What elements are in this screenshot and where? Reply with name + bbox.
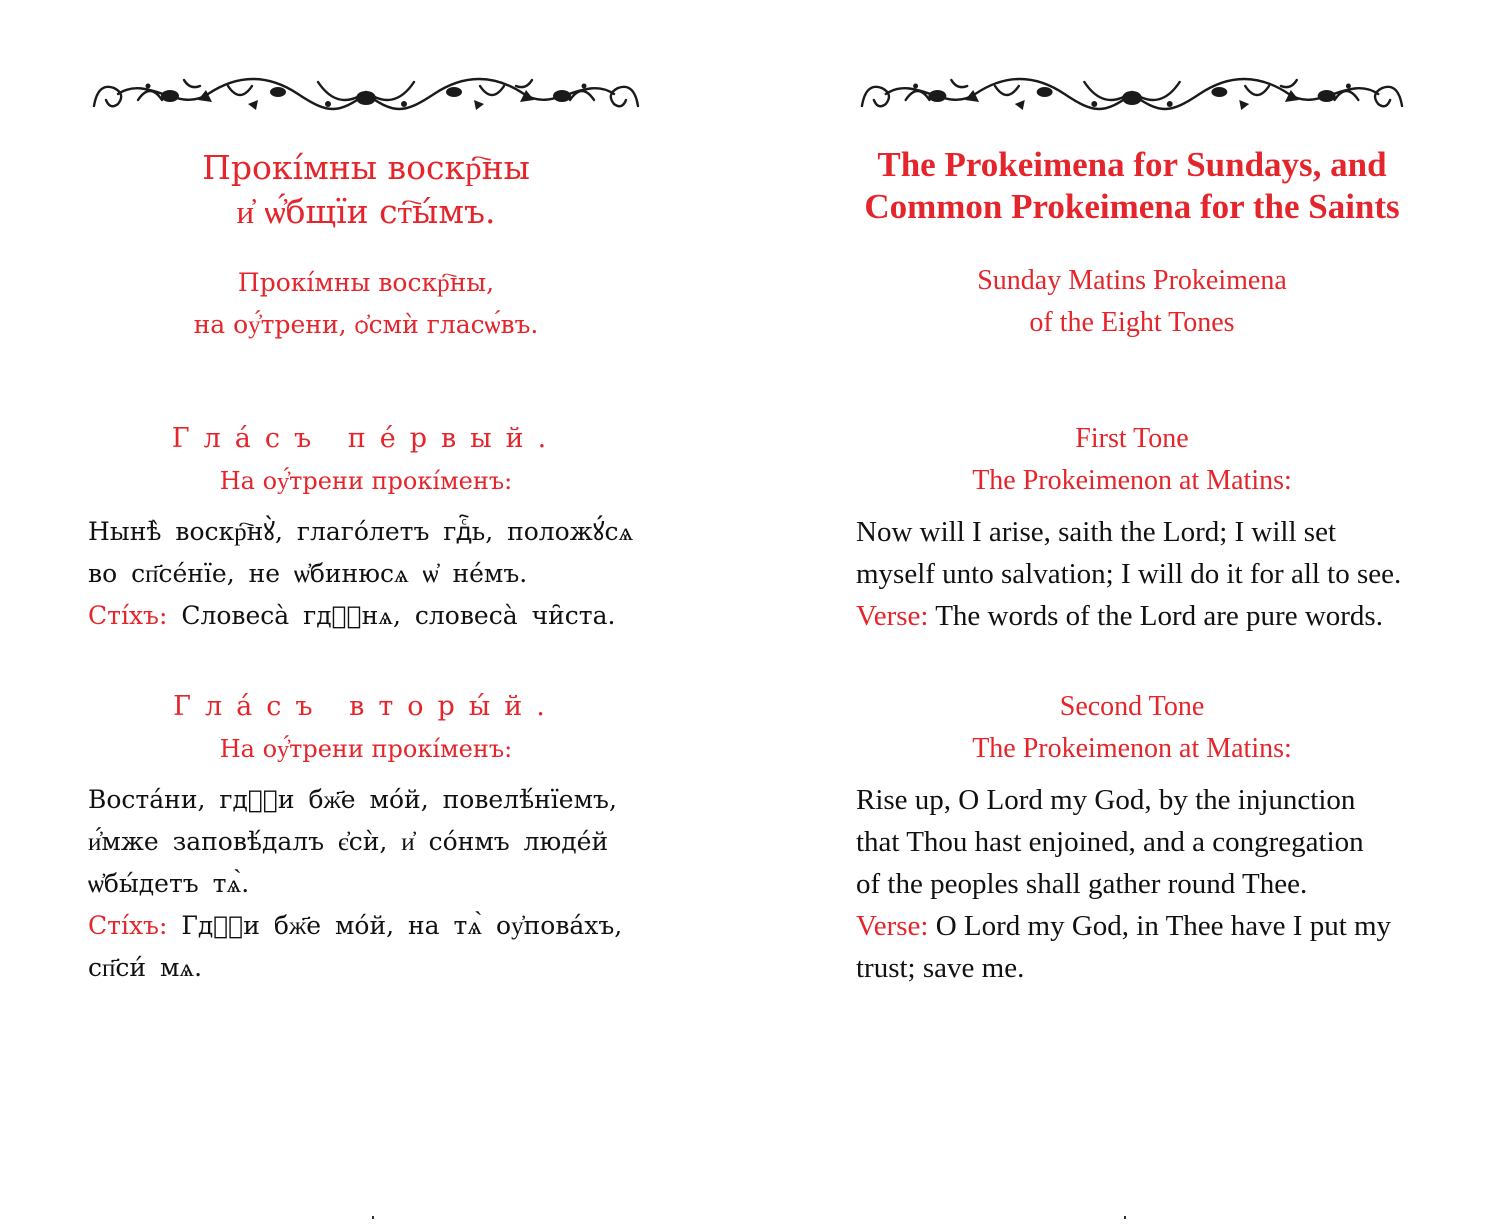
title-line: Common Prokeimena for the Saints [864,187,1400,226]
text-line: Rise up, O Lord my God, by the injunction [856,784,1356,816]
text-line: myself unto salvation; I will do it for all to see. [856,558,1402,590]
tone-heading: Second Tone [1059,691,1205,722]
text-line: of the peoples shall gather round Thee. [856,868,1308,900]
subtitle-line: Прокíмны воскр҇ны, [237,268,495,297]
crop-mark [372,1216,374,1219]
subtitle-line: Sunday Matins Prokeimena [977,265,1287,296]
left-page [88,0,644,1227]
verse-text: O Lord my God, in Thee have I put my [928,910,1392,942]
verse-label: Verse: [856,600,929,632]
verse-line [88,905,644,947]
verse-line: сп҃си́ мѧ. [88,953,203,982]
title-line: и҆ ѡ҆́бщїи ст҇ы́мъ. [236,192,496,231]
text-line: и҆́мже заповѣ́далъ є҆сѝ, и҆ со́нмъ люде́й [88,827,609,856]
prokeimenon-text [856,779,1408,989]
crop-mark [1124,1216,1126,1219]
prokeimenon-text [856,511,1408,637]
prokeimenon-label: На оу҆́трени прокíменъ: [219,735,513,763]
page-title [88,146,644,234]
verse-text: The words of the Lord are pure words. [928,600,1383,632]
verse-text: Гдⷭ҇и бж҃е мо́й, на тѧ̀ оу҆пова́хъ, [167,911,623,940]
verse-line [856,905,1408,947]
text-line: Воста́ни, гдⷭ҇и бж҃е мо́й, повелѣ́нїемъ, [88,785,617,814]
verse-line [88,595,644,637]
text-line: ѡ҆бы́детъ тѧ̀. [88,869,250,898]
text-line: that Thou hast enjoined, and a congregation [856,826,1364,858]
right-page [856,0,1408,1227]
prokeimenon-text [88,779,644,989]
verse-label: Verse: [856,910,929,942]
subtitle-line: of the Eight Tones [1029,307,1235,338]
prokeimenon-label: The Prokeimenon at Matins: [972,733,1292,764]
text-line: Нынѣ̀ воскр҇нꙋ̀, глаго́летъ гдⷭ҇ь, положꙋ́сѧ [88,517,634,546]
subtitle-line: на оу҆́трени, ѻ҆смѝ гласѡ́въ. [193,310,539,339]
text-line: во сп҃се́нїе, не ѡ҆бинюсѧ ѡ҆ не́мъ. [88,559,528,588]
page-title [856,144,1408,228]
verse-line: trust; save me. [856,952,1025,984]
prokeimenon-label: The Prokeimenon at Matins: [972,465,1292,496]
verse-label: Сті́хъ: [88,601,168,630]
tone-heading: Гла́съ пе́рвый. [171,423,561,454]
prokeimenon-label: На оу҆́трени прокíменъ: [219,467,513,495]
verse-label: Сті́хъ: [88,911,168,940]
prokeimenon-text [88,511,644,637]
floral-headband-icon [856,70,1408,118]
page-subtitle [88,262,644,346]
floral-headband-icon [88,70,644,118]
title-line: Прокíмны воскр҇ны [202,148,530,187]
tone-heading: First Tone [1075,423,1189,454]
verse-text: Словеса̀ гдⷭ҇нѧ, словеса̀ чи̑ста. [167,601,616,630]
title-line: The Prokeimena for Sundays, and [877,145,1387,184]
text-line: Now will I arise, saith the Lord; I will set [856,516,1337,548]
tone-heading: Гла́съ вторы́й. [173,691,559,722]
verse-line [856,595,1408,637]
page-subtitle [856,260,1408,344]
